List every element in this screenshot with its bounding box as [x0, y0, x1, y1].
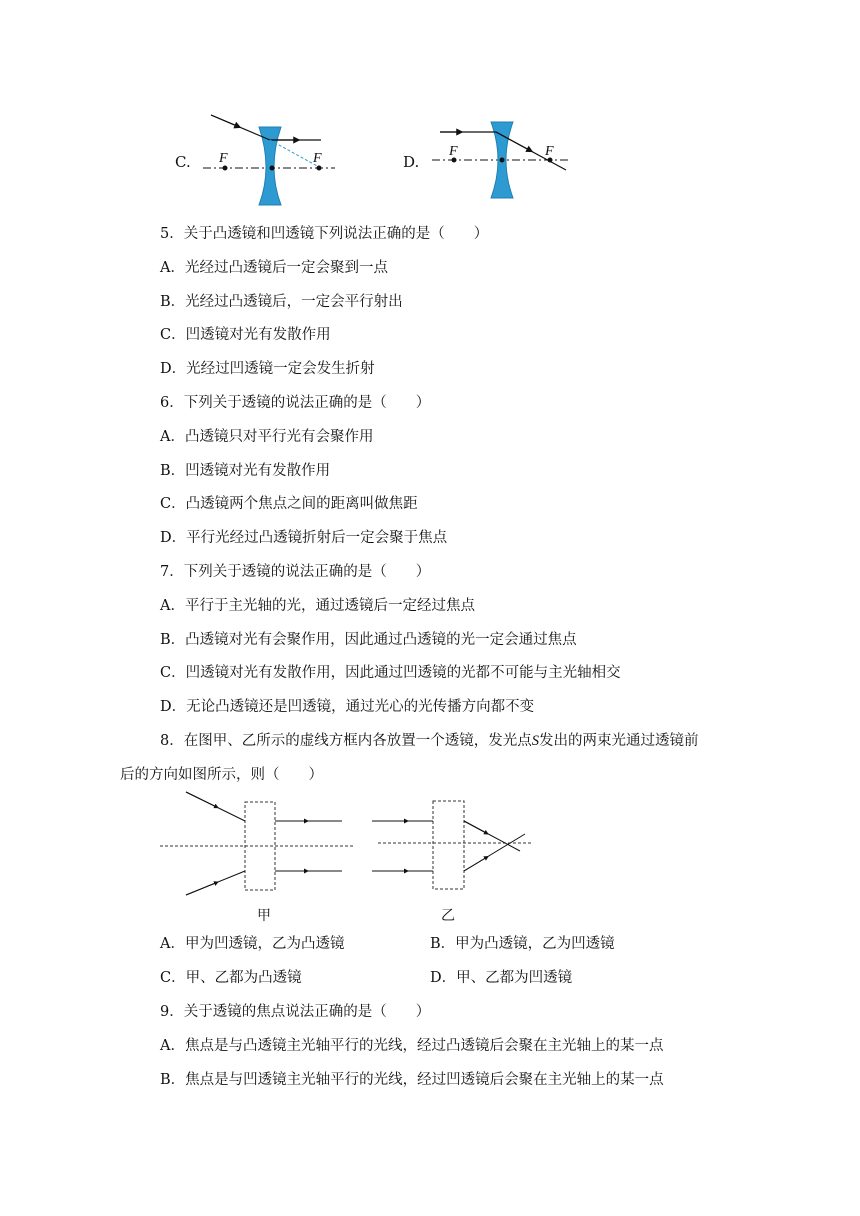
question-8-stem-line-2: 后的方向如图所示，则（ ）: [120, 767, 323, 783]
figure-yi-diagram: [370, 798, 535, 892]
figure-c-concave-lens-diagram: [195, 105, 345, 210]
question-8-option-b: B．甲为凸透镜，乙为凹透镜: [430, 936, 615, 952]
question-7-option-d: D．无论凸透镜还是凹透镜，通过光心的光传播方向都不变: [160, 699, 535, 715]
stem-text-post: 发出的两束光通过透镜前: [538, 733, 699, 749]
focus-label-left: F: [449, 144, 458, 159]
question-5-option-c: C．凹透镜对光有发散作用: [160, 327, 331, 343]
stem-text-pre: 8．在图甲、乙所示的虚线方框内各放置一个透镜，发光点: [160, 733, 532, 749]
question-6-option-c: C．凸透镜两个焦点之间的距离叫做焦距: [160, 496, 418, 512]
question-8-stem-line-1: [160, 731, 698, 751]
question-8-option-d: D．甲、乙都为凹透镜: [430, 970, 573, 986]
question-9-stem: 9．关于透镜的焦点说法正确的是（ ）: [160, 1004, 431, 1020]
question-7-stem: 7．下列关于透镜的说法正确的是（ ）: [160, 564, 431, 580]
question-7-option-a: A．平行于主光轴的光，通过透镜后一定经过焦点: [160, 598, 475, 614]
question-8-option-c: C．甲、乙都为凸透镜: [160, 970, 302, 986]
figure-d-concave-lens-diagram: [428, 112, 578, 202]
focus-label-left: F: [219, 151, 228, 166]
question-7-option-c: C．凹透镜对光有发散作用，因此通过凹透镜的光都不可能与主光轴相交: [160, 665, 621, 681]
figure-yi-label: 乙: [441, 908, 455, 924]
question-5-stem: 5．关于凸透镜和凹透镜下列说法正确的是（ ）: [160, 226, 489, 242]
option-c-label: C.: [175, 153, 191, 171]
question-7-option-b: B．凸透镜对光有会聚作用，因此通过凸透镜的光一定会通过焦点: [160, 632, 577, 648]
light-source-variable: S: [531, 733, 539, 749]
question-6-stem: 6．下列关于透镜的说法正确的是（ ）: [160, 395, 431, 411]
question-5-option-a: A．光经过凸透镜后一定会聚到一点: [160, 260, 388, 276]
question-6-option-b: B．凹透镜对光有发散作用: [160, 463, 331, 479]
question-8-option-a: A．甲为凹透镜，乙为凸透镜: [160, 936, 345, 952]
focus-label-right: F: [545, 144, 554, 159]
question-6-option-d: D．平行光经过凸透镜折射后一定会聚于焦点: [160, 530, 448, 546]
question-9-option-a: A．焦点是与凸透镜主光轴平行的光线，经过凸透镜后会聚在主光轴上的某一点: [160, 1038, 664, 1054]
figure-jia-label: 甲: [257, 908, 271, 924]
question-5-option-d: D．光经过凹透镜一定会发生折射: [160, 361, 375, 377]
option-d-label: D.: [403, 153, 420, 171]
focus-label-right: F: [313, 151, 322, 166]
question-5-option-b: B．光经过凸透镜后，一定会平行射出: [160, 294, 403, 310]
question-9-option-b: B．焦点是与凹透镜主光轴平行的光线，经过凹透镜后会聚在主光轴上的某一点: [160, 1072, 664, 1088]
question-6-option-a: A．凸透镜只对平行光有会聚作用: [160, 429, 374, 445]
figure-jia-diagram: [158, 788, 358, 898]
